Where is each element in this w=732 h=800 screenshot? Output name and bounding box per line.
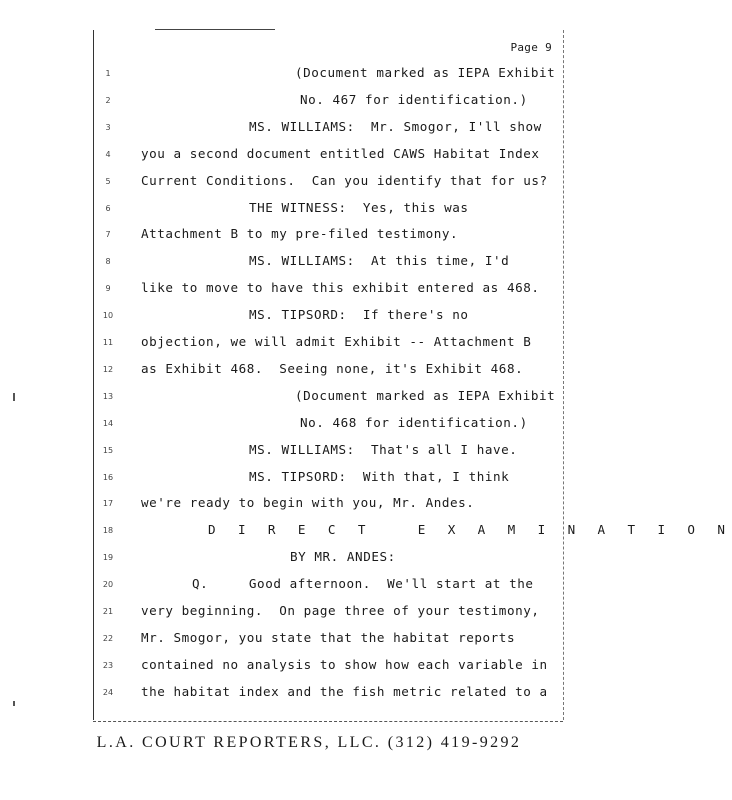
transcript-line (0, 280, 618, 306)
transcript-line (0, 65, 618, 91)
line-text: BY MR. ANDES: (290, 549, 396, 565)
transcript-line (0, 92, 618, 118)
line-number: 20 (102, 580, 114, 590)
line-number: 13 (102, 391, 114, 401)
transcript-line (0, 469, 618, 495)
line-number: 17 (102, 499, 114, 509)
line-text: (Document marked as IEPA Exhibit (295, 65, 556, 80)
transcript-line (0, 361, 618, 387)
transcript-line (0, 549, 618, 575)
line-number: 4 (105, 149, 111, 159)
line-text: MS. WILLIAMS: At this time, I'd (249, 253, 510, 269)
line-number: 6 (105, 203, 111, 213)
line-number: 18 (102, 526, 114, 536)
page-number: Page 9 (510, 41, 552, 54)
line-number: 5 (105, 176, 111, 186)
line-number: 3 (105, 122, 111, 132)
line-number: 23 (102, 660, 114, 670)
line-number: 22 (102, 633, 114, 643)
line-number: 8 (105, 257, 111, 267)
transcript-line (0, 334, 618, 360)
line-number: 14 (102, 418, 114, 428)
line-text: contained no analysis to show how each variable in (141, 656, 548, 672)
line-number: 21 (102, 607, 114, 616)
line-number: 16 (102, 472, 114, 482)
transcript-line (0, 522, 732, 548)
transcript-line (0, 684, 618, 710)
line-text: Current Conditions. Can you identify that for us? (141, 172, 548, 188)
line-text: you a second document entitled CAWS Habitat Index (141, 145, 540, 161)
line-text: Mr. Smogor, you state that the habitat reports (141, 629, 516, 645)
line-text: D I R E C T E X A M I N A T I O N (208, 522, 732, 538)
line-text: (Document marked as IEPA Exhibit (295, 387, 556, 403)
line-number: 24 (102, 687, 114, 697)
line-text: very beginning. On page three of your testimony, (141, 603, 540, 618)
line-number: 19 (102, 553, 114, 563)
transcript-line (0, 495, 618, 521)
line-text: MS. TIPSORD: If there's no (249, 307, 469, 323)
line-number: 11 (102, 338, 114, 347)
transcript-line (0, 173, 618, 199)
line-text: THE WITNESS: Yes, this was (249, 199, 469, 215)
transcript-line (0, 119, 618, 145)
line-number: 15 (102, 445, 114, 455)
line-number: 9 (105, 284, 111, 294)
transcript-line (0, 657, 618, 683)
transcript-line (0, 576, 618, 602)
line-text: objection, we will admit Exhibit -- Attachment B (141, 334, 532, 349)
transcript-line (0, 226, 618, 252)
line-number: 12 (102, 364, 114, 374)
line-text: Q. Good afternoon. We'll start at the (192, 576, 534, 592)
transcript-line (0, 603, 618, 629)
line-text: as Exhibit 468. Seeing none, it's Exhibit 468. (141, 360, 524, 376)
line-number: 10 (102, 311, 114, 321)
line-text: No. 467 for identification.) (300, 91, 528, 107)
top-border (155, 29, 275, 30)
line-text: Attachment B to my pre-filed testimony. (141, 226, 459, 242)
bottom-border (93, 721, 563, 723)
line-text: MS. WILLIAMS: That's all I have. (249, 441, 518, 457)
transcript-line (0, 442, 618, 468)
line-text: we're ready to begin with you, Mr. Andes. (141, 495, 475, 511)
line-text: MS. WILLIAMS: Mr. Smogor, I'll show (249, 118, 542, 134)
line-text: No. 468 for identification.) (300, 414, 528, 430)
line-number: 7 (105, 230, 111, 240)
line-number: 1 (105, 69, 111, 78)
transcript-line (0, 388, 618, 414)
line-text: like to move to have this exhibit entered as 468. (141, 280, 540, 296)
transcript-line (0, 253, 618, 279)
line-number: 2 (105, 95, 111, 105)
transcript-line (0, 200, 618, 226)
court-reporter-footer: L.A. COURT REPORTERS, LLC. (312) 419-9292 (96, 734, 522, 751)
transcript-line (0, 415, 618, 441)
line-text: the habitat index and the fish metric related to a (141, 683, 548, 699)
line-text: MS. TIPSORD: With that, I think (249, 468, 510, 484)
transcript-line (0, 146, 618, 172)
transcript-line (0, 307, 618, 333)
transcript-line (0, 630, 618, 656)
